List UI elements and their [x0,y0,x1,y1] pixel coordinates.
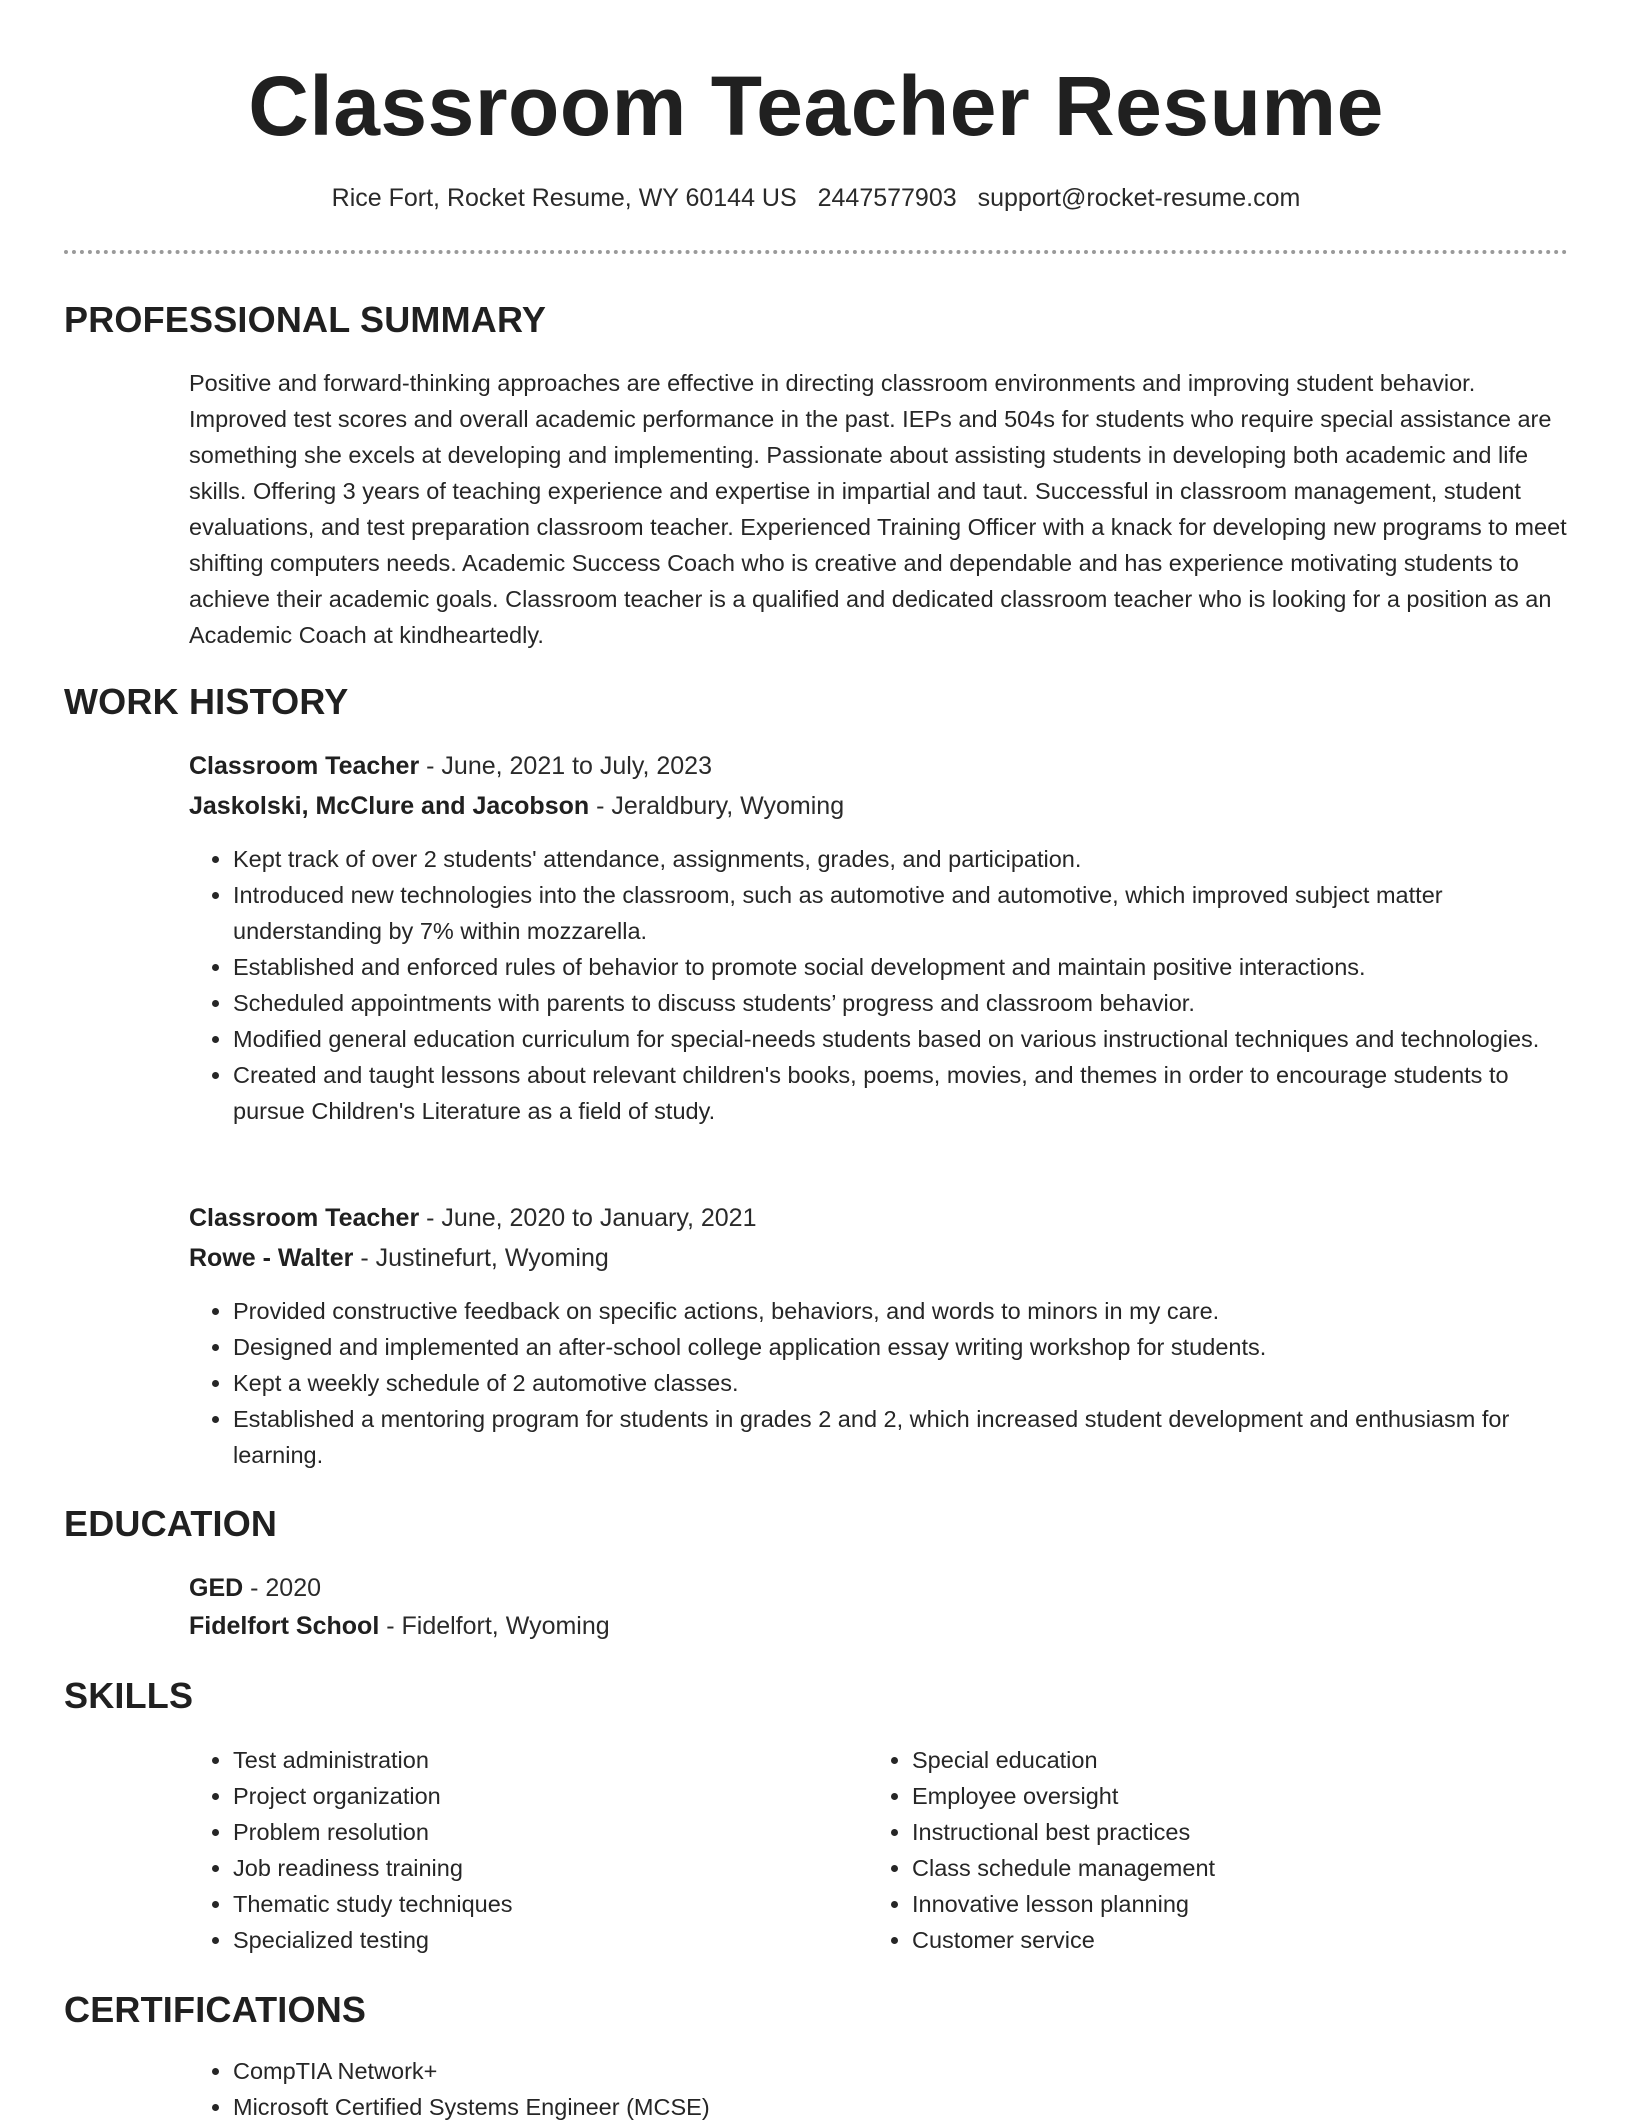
job-2-employer-line [189,1240,609,1276]
section-title-work-history: WORK HISTORY [64,681,349,722]
list-item: • Provided constructive feedback on specific actions, behaviors, and words to minors in my care. [233,1293,1569,1329]
job-2-dates: - June, 2020 to January, 2021 [419,1204,757,1232]
job-2-title-line [189,1200,756,1236]
job-2-role: Classroom Teacher [189,1204,420,1232]
job-1-employer: Jaskolski, McClure and Jacobson [189,792,590,820]
list-item: • Job readiness training [233,1850,853,1886]
contact-phone: 2447577903 [817,184,957,212]
job-1-location: - Jeraldbury, Wyoming [589,792,845,820]
job-1-bullets [189,841,1569,1129]
list-item: • Established a mentoring program for students in grades 2 and 2, which increased student development and enthusiasm for learning. [233,1401,1569,1473]
education-year: - 2020 [243,1574,322,1602]
skills-list-right [868,1742,1532,1958]
list-item: • Established and enforced rules of behavior to promote social development and maintain positive interactions. [233,949,1569,985]
list-item: • Thematic study techniques [233,1886,853,1922]
education-location: - Fidelfort, Wyoming [379,1612,610,1640]
job-1-dates: - June, 2021 to July, 2023 [419,752,712,780]
job-2-employer: Rowe - Walter [189,1244,354,1272]
job-1-role: Classroom Teacher [189,752,420,780]
list-item: • Instructional best practices [912,1814,1532,1850]
job-2-bullets [189,1293,1569,1473]
list-item: • Customer service [912,1922,1532,1958]
education-degree: GED [189,1574,244,1602]
resume-title: Classroom Teacher Resume [248,59,1384,153]
list-item: • CompTIA Network+ [233,2053,1613,2089]
job-1-employer-line [189,788,844,824]
contact-email: support@rocket-resume.com [977,184,1301,212]
list-item: • Project organization [233,1778,853,1814]
contact-address: Rice Fort, Rocket Resume, WY 60144 US [331,184,797,212]
education-school: Fidelfort School [189,1612,380,1640]
header-divider [64,250,1568,254]
certifications-list [189,2053,1613,2125]
list-item: • Employee oversight [912,1778,1532,1814]
contact-line [0,180,1632,216]
list-item: • Created and taught lessons about relevant children's books, poems, movies, and themes in order to encourage students to pursue Children's Literature as a field of study. [233,1057,1569,1129]
list-item: • Special education [912,1742,1532,1778]
education-school-line [189,1608,610,1644]
list-item: • Class schedule management [912,1850,1532,1886]
section-title-summary: PROFESSIONAL SUMMARY [64,299,547,340]
list-item: • Modified general education curriculum for special-needs students based on various instructional techniques and technologies. [233,1021,1569,1057]
list-item: • Specialized testing [233,1922,853,1958]
list-item: • Scheduled appointments with parents to discuss students’ progress and classroom behavior. [233,985,1569,1021]
list-item: • Designed and implemented an after-school college application essay writing workshop for students. [233,1329,1569,1365]
list-item: • Problem resolution [233,1814,853,1850]
summary-text: Positive and forward-thinking approaches are effective in directing classroom environments and improving student behavior. Improved test scores and overall academic performance in the past. IEPs and 504s for students who require special assistance are something she excels at developing and implementing. Passionate about assisting students in developing both academic and life skills. Offering 3 years of teaching experience and expertise in impartial and taut. Successful in classroom management, student evaluations, and test preparation classroom teacher. Experienced Training Officer with a knack for developing new programs to meet shifting computers needs. Academic Success Coach who is creative and dependable and has experience motivating students to achieve their academic goals. Classroom teacher is a qualified and dedicated classroom teacher who is looking for a position as an Academic Coach at kindheartedly. [189,370,1567,648]
section-title-skills: SKILLS [64,1675,194,1716]
job-2-location: - Justinefurt, Wyoming [353,1244,609,1272]
education-degree-line [189,1570,321,1606]
list-item: • Introduced new technologies into the classroom, such as automotive and automotive, which improved subject matter understanding by 7% within mozzarella. [233,877,1569,949]
job-1-title-line [189,748,712,784]
list-item: • Kept track of over 2 students' attendance, assignments, grades, and participation. [233,841,1569,877]
section-title-education: EDUCATION [64,1503,278,1544]
list-item: • Innovative lesson planning [912,1886,1532,1922]
list-item: • Test administration [233,1742,853,1778]
list-item: • Microsoft Certified Systems Engineer (MCSE) [233,2089,1613,2125]
skills-list-left [189,1742,853,1958]
section-title-certifications: CERTIFICATIONS [64,1989,367,2030]
list-item: • Kept a weekly schedule of 2 automotive classes. [233,1365,1569,1401]
